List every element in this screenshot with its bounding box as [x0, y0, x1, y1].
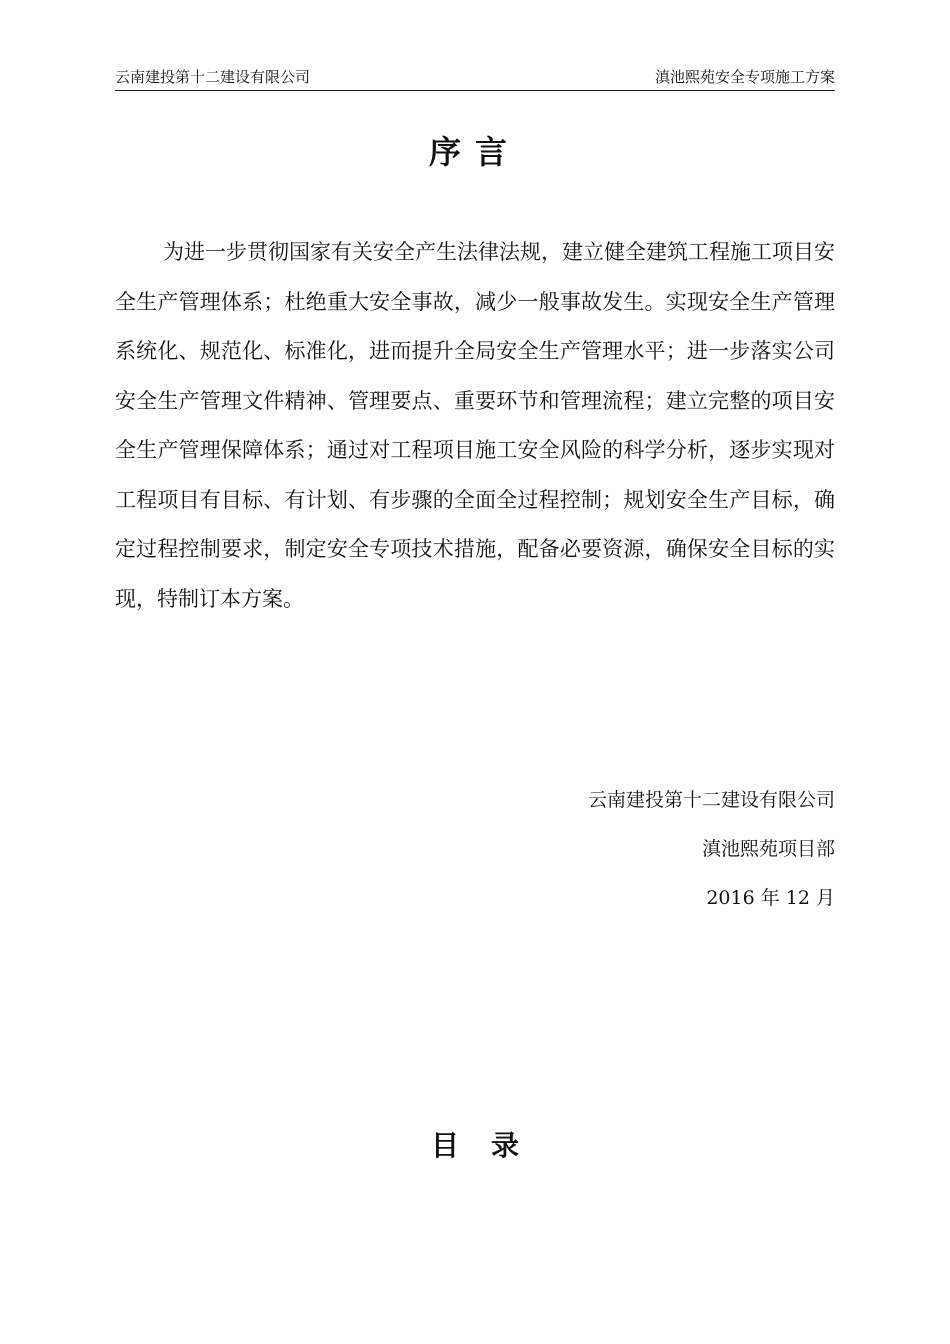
header-company-name: 云南建投第十二建设有限公司	[115, 68, 311, 86]
signature-department: 滇池熙苑项目部	[701, 838, 835, 860]
toc-heading: 目录	[430, 1129, 551, 1162]
running-header	[115, 66, 835, 91]
header-document-title: 滇池熙苑安全专项施工方案	[654, 68, 835, 86]
signature-company: 云南建投第十二建设有限公司	[587, 789, 835, 811]
preface-heading: 序言	[428, 133, 521, 171]
signature-block	[115, 776, 835, 923]
signature-date: 2016 年 12 月	[706, 887, 835, 909]
preface-paragraph: 为进一步贯彻国家有关安全产生法律法规，建立健全建筑工程施工项目安全生产管理体系；杜绝重大安全事故，减少一般事故发生。实现安全生产管理系统化、规范化、标准化，进而提升全局安全生产管理水平；进一步落实公司安全生产管理文件精神、管理要点、重要环节和管理流程；建立完整的项目安全生产管理保障体系；通过对工程项目施工安全风险的科学分析，逐步实现对工程项目有目标、有计划、有步骤的全面全过程控制；规划安全生产目标，确定过程控制要求，制定安全专项技术措施，配备必要资源，确保安全目标的实现，特制订本方案。	[115, 240, 835, 611]
